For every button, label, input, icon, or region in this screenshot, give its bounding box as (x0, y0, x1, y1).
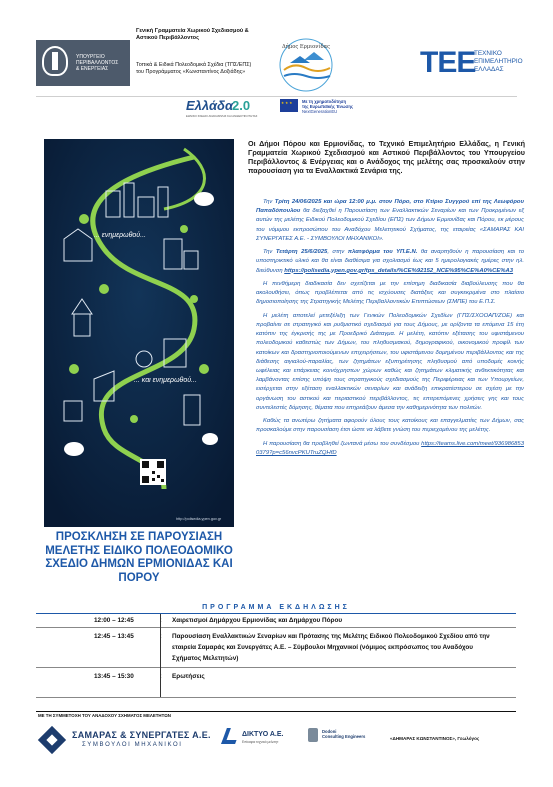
dodoni-mark-icon (308, 728, 318, 742)
teams-link[interactable]: https://teams.live.com/meet/9369868530379?p=c56nvcPKUTruZQHfD (256, 440, 524, 457)
event-date: Τρίτη 24/06/2025 και ώρα 12:00 μ.μ. στον Πόρο, στο Κτίριο Συγγρού επί της Λεωφόρου Παπαδόπουλου (256, 199, 524, 215)
poster-caption-2: ... και ενημερωθού... (134, 377, 197, 384)
ministry-logo (36, 40, 130, 86)
programme-divider (36, 613, 516, 614)
paragraph-3: Η πενθήμερη διαδικασία δεν σχετίζεται με την επίσημη διαδικασία διαβούλευσης που θα ακολουθήσει, όπως προβλέπεται από τις ισχύουσες διατάξεις και συγκεκριμένα στο πλαίσιο δημοσιοποίησης της Στρατηγικής Μελέτης Περιβαλλοντικών Επιπτώσεων (ΣΜΠΕ) του Ε.Π.Σ. (256, 281, 524, 306)
tee-text: ΤΕΧΝΙΚΟ ΕΠΙΜΕΛΗΤΗΡΙΟ ΕΛΛΑΔΑΣ (474, 50, 523, 73)
poster-illustration (44, 139, 234, 527)
dimaras-konstantinos: «ΔΗΜΑΡΑΣ ΚΩΝΣΤΑΝΤΙΝΟΣ», Γεωλόγος (390, 736, 480, 741)
emblem-icon (42, 46, 68, 76)
footer-divider (36, 711, 516, 712)
paragraph-4: Η μελέτη αποτελεί μετεξέλιξη των Γενικών Πολεοδομικών Σχεδίων (ΓΠΣ/ΣΧΟΟΑΠ/ΖΟΕ) και προβαίνει σε στρατηγικό και ρυθμιστικό σχεδιασμό για τους Δήμους, με ορίζοντα τα επόμενα 15 έτη κατόπιν της έγκρισής της με Προεδρικό Διάταγμα. Η μελέτη, κατόπιν εξέτασης του υφιστάμενου πολεοδομικού καθεστώς των Δήμων, του πληθυσμιακού, δημογραφικού, οικονομικού προφίλ των κατοίκων και δραστηριοποιούμενων επιχειρήσεων, του υφιστάμενου δομημένου περιβάλλοντος και της διάθεσης αιγιαλού-παραλίας, των ζητημάτων εξυπηρέτησης πληθυσμού από υποδομές κοινής ωφέλειας και επάρκειας κοινόχρηστων χώρων καθώς και ζητημάτων κλιματικής ανθεκτικότητας και λαμβάνοντας επίσης υπόψη τους στρατηγικούς σχεδιασμούς της Περιφέρειας και των Υπουργείων, εισέρχεται στην εξέταση εναλλακτικών σεναρίων και ανάδειξη επικρατέστερου σε σχέση με την οργάνωση του αστικού και περιαστικού περιβάλλοντος, τις επιτρεπόμενες χρήσεις γης και τους συντελεστές δόμησης, θέματα που επηρεάζουν άμεσα την καθημερινότητα των πολιτών. (256, 312, 524, 411)
programme-bottom-divider (36, 697, 516, 698)
paragraph-1: Την Τρίτη 24/06/2025 και ώρα 12:00 μ.μ. στον Πόρο, στο Κτίριο Συγγρού επί της Λεωφόρου Παπαδόπουλου θα διεξαχθεί η Παρουσίαση των Εναλλακτικών Σεναρίων και των Προκριμένων εξ αυτών της μελέτης Ειδικού Πολεοδομικού Σχεδίου (ΕΠΣ) των Δήμων Ερμιονίδας και Πόρου, εκ μέρους του νόμιμου εκπροσώπου του Αναδόχου Μελετητικού Σχήματος, της εταιρείας «ΣΑΜΑΡΑΣ ΚΑΙ ΣΥΝΕΡΓΑΤΕΣ Α.Ε. - ΣΥΜΒΟΥΛΟΙ ΜΗΧΑΝΙΚΟΙ». (256, 199, 524, 242)
row-divider (36, 667, 516, 668)
eu-funding-logo: ★ ★ ★ Με τη χρηματοδότηση της Ευρωπαϊκής Ένωσης NextGenerationEU (280, 98, 360, 120)
body-text (256, 198, 524, 462)
diktyo-logo: ΔΙΚΤΥΟ Α.Ε. Επίκαιρα τεχνικά μελετητ (224, 728, 304, 750)
samaras-logo: ΣΑΜΑΡΑΣ & ΣΥΝΕΡΓΑΤΕΣ Α.Ε. ΣΥΜΒΟΥΛΟΙ ΜΗΧΑΝΙΚΟΙ (42, 724, 212, 756)
dodoni-logo: Dodoni Consulting Engineers (308, 726, 378, 748)
municipality-logo (270, 36, 342, 94)
header-divider (36, 96, 517, 97)
row-divider (36, 627, 516, 628)
programme-row: 13:45 – 15:30 Ερωτήσεις (94, 673, 205, 680)
footer-title: ΜΕ ΤΗ ΣΥΜΜΕΤΟΧΗ ΤΟΥ ΑΝΑΔΟΧΟΥ ΣΧΗΜΑΤΟΣ ΜΕΛΕΤΗΤΩΝ (38, 713, 171, 718)
ministry-logo-text: ΥΠΟΥΡΓΕΙΟ ΠΕΡΙΒΑΛΛΟΝΤΟΣ & ΕΝΕΡΓΕΙΑΣ (76, 54, 119, 72)
diktyo-mark-icon (221, 728, 241, 744)
greece-2-0-logo: Ελλάδα 2.0 ΕΘΝΙΚΟ ΣΧΕΔΙΟ ΑΝΑΚΑΜΨΗΣ ΚΑΙ ΑΝΘΕΚΤΙΚΟΤΗΤΑΣ (186, 98, 258, 118)
programme-row: 12:45 – 13:45 Παρουσίαση Εναλλακτικών Σεναρίων και Πρότασης της Μελέτης Ειδικού Πολεοδομικού Σχεδίου από την εταιρεία Σαμαράς και Συνεργάτες Α.Ε. – Σύμβουλοι Μηχανικοί (νόμιμος εκπρόσωπος του Αναδόχου Σχήματος Μελετητών) (94, 633, 490, 662)
poster-image (44, 139, 234, 527)
column-divider (160, 614, 161, 698)
programme-row: 12:00 – 12:45 Χαιρετισμοί Δημάρχου Ερμιονίδας και Δημάρχου Πόρου (94, 617, 343, 624)
eu-flag-icon (280, 99, 298, 112)
qr-code (140, 459, 166, 485)
polisedia-link[interactable]: https://polisedia.ypen.gov.gr/tps_details/%CE%92152_NCE%95%CE%A0%CE%A3 (284, 267, 514, 274)
poster-caption-1: ... ενημερωθού... (94, 232, 146, 239)
invitation-title: ΠΡΟΣΚΛΗΣΗ ΣΕ ΠΑΡΟΥΣΙΑΣΗ ΜΕΛΕΤΗΣ ΕΙΔΙΚΟ ΠΟΛΕΟΔΟΜΙΚΟ ΣΧΕΔΙΟ ΔΗΜΩΝ ΕΡΜΙΟΝΙΔΑΣ ΚΑΙ ΠΟΡΟΥ (45, 531, 233, 584)
paragraph-2: Την Τετάρτη 25/6/2025, στην πλατφόρμα του ΥΠ.Ε.Ν. θα αναρτηθούν η παρουσίαση και το υποστηρικτικό υλικό και θα είναι διαθέσιμα για σχολιασμό έως και 5 ημερολογιακές ημέρες στην ηλ. διεύθυνση https://polisedia.ypen.gov.gr/tps_details/%CE%92152_NCE%95%CE%A0%CE%A3 (256, 249, 524, 274)
tee-mark: ΤΕΕ (420, 46, 476, 79)
paragraph-5: Καθώς τα ανωτέρω ζητήματα αφορούν όλους τους κατοίκους και επαγγελματίες των Δήμων, σας προσκαλούμε στην παρουσίαση έτσι ώστε να λάβετε γνώση του περιεχομένου της μελέτης. (256, 418, 524, 434)
upload-date: Τετάρτη 25/6/2025 (275, 249, 328, 256)
poster-url: http://polisedia.ypen.gov.gr (176, 517, 222, 521)
general-secretariat: Γενική Γραμματεία Χωρικού Σχεδιασμού & Αστικού Περιβάλλοντος (136, 28, 249, 41)
programme-name: Τοπικά & Ειδικά Πολεοδομικά Σχέδια (ΤΠΣ/ΕΠΣ) του Προγράμματος «Κωνσταντίνος Δοξιάδης» (136, 62, 252, 75)
tee-logo (420, 40, 524, 80)
lead-paragraph: Οι Δήμοι Πόρου και Ερμιονίδας, το Τεχνικό Επιμελητήριο Ελλάδας, η Γενική Γραμματεία Χωρικού Σχεδιασμού και Αστικού Περιβάλλοντος του Υπουργείου Περιβάλλοντος & Ενέργειας και ο Ανάδοχος της μελέτης σας προσκαλούν στην παρουσίαση για τα Εναλλακτικά Σενάρια της. (248, 139, 525, 176)
municipality-name: Δήμος Ερμιονίδας (282, 44, 330, 50)
paragraph-6: Η παρουσίαση θα προβληθεί ζωντανά μέσω του συνδέσμου https://teams.live.com/meet/9369868530379?p=c56nvcPKUTruZQHfD (256, 440, 524, 457)
programme-title: ΠΡΟΓΡΑΜΜΑ ΕΚΔΗΛΩΣΗΣ (202, 604, 350, 611)
